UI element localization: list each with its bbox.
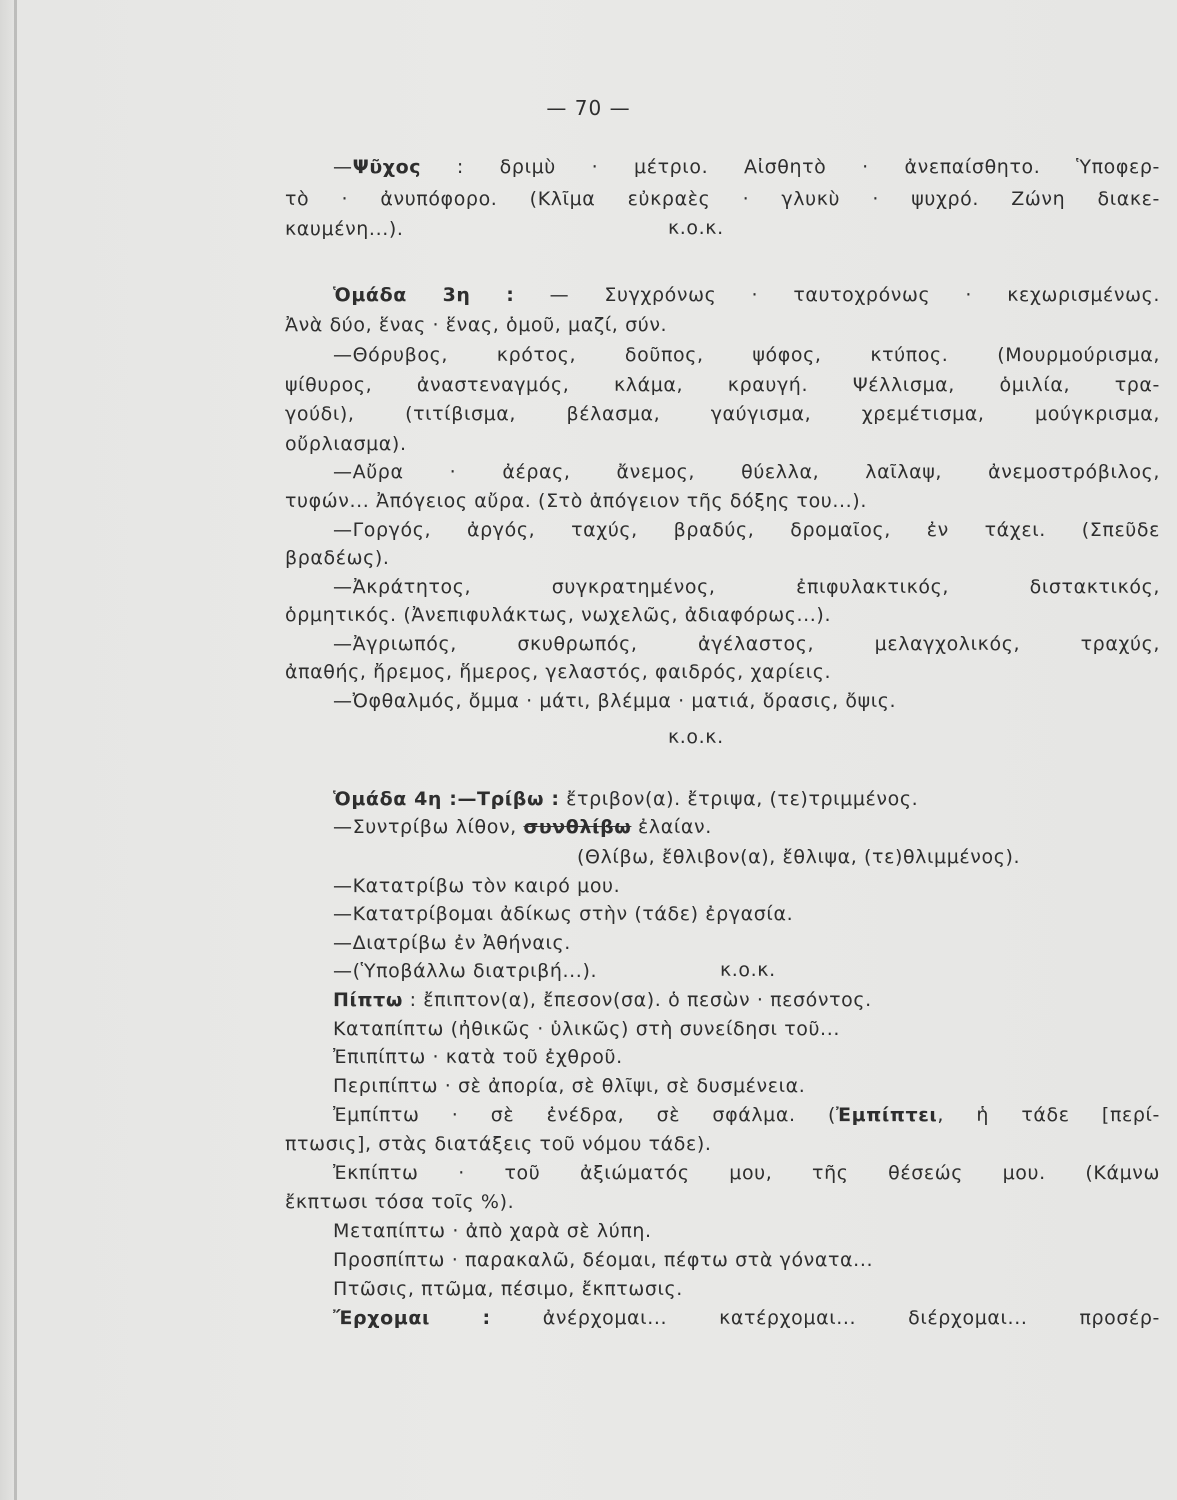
text-line: τυφών... Ἀπόγειος αὔρα. (Στὸ ἀπόγειον τῆς δόξης του...). bbox=[285, 490, 867, 512]
text-line: —Κατατρίβομαι ἀδίκως στὴν (τάδε) ἐργασία. bbox=[333, 903, 794, 925]
text-line: Ἔρχομαι : ἀνέρχομαι... κατέρχομαι... διέρχομαι... προσέρ- bbox=[333, 1307, 1160, 1329]
text-line: —Γοργός, ἀργός, ταχύς, βραδύς, δρομαῖος, ἐν τάχει. (Σπεῦδε bbox=[333, 519, 1160, 541]
text-line: Πτῶσις, πτῶμα, πέσιμο, ἔκπτωσις. bbox=[333, 1278, 683, 1300]
text-line: —Κατατρίβω τὸν καιρό μου. bbox=[333, 875, 621, 897]
page-number: — 70 — bbox=[546, 96, 631, 120]
binding-edge bbox=[14, 0, 17, 1500]
group-3-heading: Ὁμάδα 3η : — Συγχρόνως · ταυτοχρόνως · κεχωρισμένως. bbox=[333, 284, 1160, 306]
text-line: —Θόρυβος, κρότος, δοῦπος, ψόφος, κτύπος. (Μουρμούρισμα, bbox=[333, 344, 1160, 366]
kok-marker: κ.ο.κ. bbox=[720, 959, 776, 981]
text-line: καυμένη...). bbox=[285, 218, 404, 240]
text-line: —Αὔρα · ἀέρας, ἄνεμος, θύελλα, λαῖλαψ, ἀνεμοστρόβιλος, bbox=[333, 461, 1160, 483]
text-line: ψίθυρος, ἀναστεναγμός, κλάμα, κραυγή. Ψέλλισμα, ὁμιλία, τρα- bbox=[285, 374, 1160, 396]
text-line: —Ψῦχος : δριμὺ · μέτριο. Αἰσθητὸ · ἀνεπαίσθητο. Ὑποφερ- bbox=[333, 156, 1160, 178]
text-line: —(Ὑποβάλλω διατριβή...). bbox=[333, 960, 598, 982]
text-line: Ἀνὰ δύο, ἕνας · ἕνας, ὁμοῦ, μαζί, σύν. bbox=[285, 314, 668, 336]
text-line: γούδι), (τιτίβισμα, βέλασμα, γαύγισμα, χρεμέτισμα, μούγκρισμα, bbox=[285, 403, 1160, 425]
text-line: ἔκπτωσι τόσα τοῖς %). bbox=[285, 1191, 515, 1213]
text-line: οὔρλιασμα). bbox=[285, 433, 407, 455]
kok-marker: κ.ο.κ. bbox=[668, 217, 724, 239]
text-line: ἀπαθής, ἤρεμος, ἥμερος, γελαστός, φαιδρός, χαρίεις. bbox=[285, 661, 832, 683]
text-line: ὁρμητικός. (Ἀνεπιφυλάκτως, νωχελῶς, ἀδιαφόρως...). bbox=[285, 604, 832, 626]
text-line: βραδέως). bbox=[285, 547, 390, 569]
text-line: —Ὀφθαλμός, ὄμμα · μάτι, βλέμμα · ματιά, ὅρασις, ὄψις. bbox=[333, 690, 897, 712]
text-line: Ἐκπίπτω · τοῦ ἀξιώματός μου, τῆς θέσεώς μου. (Κάμνω bbox=[333, 1162, 1160, 1184]
kok-marker: κ.ο.κ. bbox=[668, 726, 724, 748]
text-line: Καταπίπτω (ἠθικῶς · ὑλικῶς) στὴ συνείδησι τοῦ... bbox=[333, 1018, 840, 1040]
text-line: Προσπίπτω · παρακαλῶ, δέομαι, πέφτω στὰ γόνατα... bbox=[333, 1249, 874, 1271]
text-line: —Ἀκράτητος, συγκρατημένος, ἐπιφυλακτικός, διστακτικός, bbox=[333, 576, 1160, 598]
text-line: Περιπίπτω · σὲ ἀπορία, σὲ θλῖψι, σὲ δυσμένεια. bbox=[333, 1075, 806, 1097]
text-line: Ἐμπίπτω · σὲ ἐνέδρα, σὲ σφάλμα. (Ἐμπίπτει, ἡ τάδε [περί- bbox=[333, 1104, 1161, 1126]
text-line: Ἐπιπίπτω · κατὰ τοῦ ἐχθροῦ. bbox=[333, 1046, 623, 1068]
text-line: Πίπτω : ἔπιπτον(α), ἔπεσον(σα). ὁ πεσὼν · πεσόντος. bbox=[333, 989, 872, 1011]
text-line: —Ἀγριωπός, σκυθρωπός, ἀγέλαστος, μελαγχολικός, τραχύς, bbox=[333, 633, 1160, 655]
text-line: (Θλίβω, ἔθλιβον(α), ἔθλιψα, (τε)θλιμμένος). bbox=[577, 846, 1021, 868]
text-line: —Συντρίβω λίθον, συνθλίβω ἐλαίαν. bbox=[333, 816, 712, 838]
text-line: —Διατρίβω ἐν Ἀθήναις. bbox=[333, 932, 571, 954]
text-line: τὸ · ἀνυπόφορο. (Κλῖμα εὐκραὲς · γλυκὺ · ψυχρό. Ζώνη διακε- bbox=[285, 188, 1160, 210]
group-4-heading: Ὁμάδα 4η :—Τρίβω : ἔτριβον(α). ἔτριψα, (τε)τριμμένος. bbox=[333, 788, 919, 810]
text-line: πτωσις], στὰς διατάξεις τοῦ νόμου τάδε). bbox=[285, 1133, 712, 1155]
text-line: Μεταπίπτω · ἀπὸ χαρὰ σὲ λύπη. bbox=[333, 1220, 652, 1242]
